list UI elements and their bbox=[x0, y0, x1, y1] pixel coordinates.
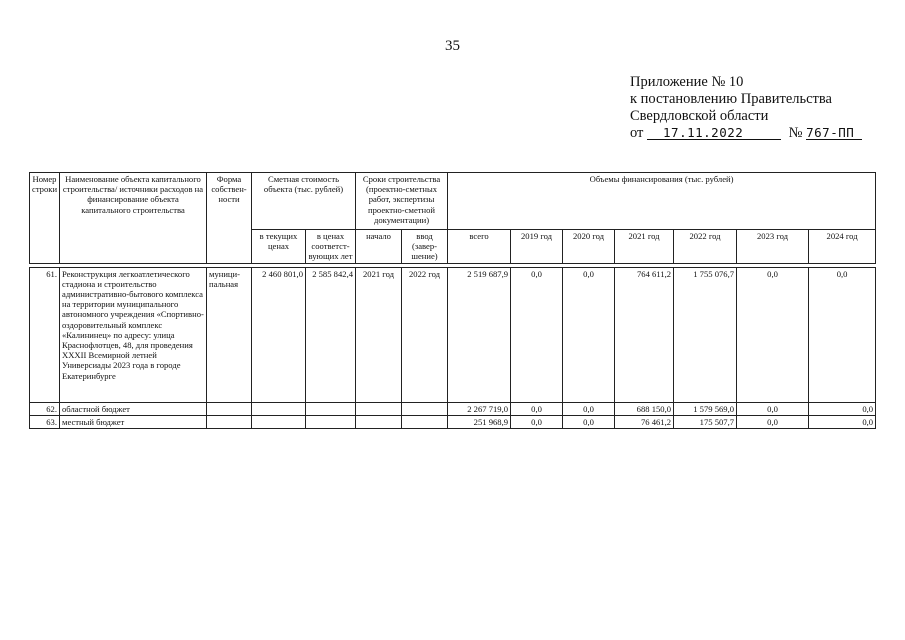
cost-current-cell: 2 460 801,0 bbox=[252, 267, 306, 402]
row-number: 61. bbox=[30, 267, 60, 402]
header-start: начало bbox=[356, 230, 402, 264]
start-cell: 2021 год bbox=[356, 267, 402, 402]
header-estimated-cost: Сметная стоимость объекта (тыс. рублей) bbox=[252, 173, 356, 230]
header-financing: Объемы финансирования (тыс. рублей) bbox=[448, 173, 876, 230]
table-row bbox=[30, 267, 876, 402]
total-cell: 2 519 687,9 bbox=[448, 267, 511, 402]
header-finish: ввод (завер-шение) bbox=[402, 230, 448, 264]
object-name: местный бюджет bbox=[60, 415, 207, 428]
appendix-date-line bbox=[630, 125, 862, 142]
y2023-cell: 0,0 bbox=[737, 415, 809, 428]
y2023-cell: 0,0 bbox=[737, 402, 809, 415]
header-row-1 bbox=[30, 173, 876, 230]
header-cost-years: в ценах соответст-вующих лет bbox=[306, 230, 356, 264]
y2022-cell: 1 755 076,7 bbox=[674, 267, 737, 402]
row-number: 63. bbox=[30, 415, 60, 428]
total-cell: 2 267 719,0 bbox=[448, 402, 511, 415]
y2024-cell: 0,0 bbox=[809, 267, 876, 402]
header-ownership: Форма собствен-ности bbox=[207, 173, 252, 264]
y2024-cell: 0,0 bbox=[809, 415, 876, 428]
finish-cell: 2022 год bbox=[402, 267, 448, 402]
y2019-cell: 0,0 bbox=[511, 402, 563, 415]
resolution-date: 17.11.2022 bbox=[647, 126, 781, 140]
y2022-cell: 175 507,7 bbox=[674, 415, 737, 428]
table-row bbox=[30, 402, 876, 415]
header-2020: 2020 год bbox=[563, 230, 615, 264]
row-number: 62. bbox=[30, 402, 60, 415]
header-row-number: Номер строки bbox=[30, 173, 60, 264]
number-label: № bbox=[788, 125, 803, 141]
y2020-cell: 0,0 bbox=[563, 267, 615, 402]
y2019-cell: 0,0 bbox=[511, 267, 563, 402]
appendix-block bbox=[630, 74, 862, 142]
y2021-cell: 76 461,2 bbox=[615, 415, 674, 428]
total-cell: 251 968,9 bbox=[448, 415, 511, 428]
ownership-cell: муници-пальная bbox=[207, 267, 252, 402]
header-total: всего bbox=[448, 230, 511, 264]
y2023-cell: 0,0 bbox=[737, 267, 809, 402]
header-2019: 2019 год bbox=[511, 230, 563, 264]
y2019-cell: 0,0 bbox=[511, 415, 563, 428]
object-name: областной бюджет bbox=[60, 402, 207, 415]
from-label: от bbox=[630, 125, 644, 141]
financing-table bbox=[29, 172, 876, 429]
y2020-cell: 0,0 bbox=[563, 402, 615, 415]
header-construction-period: Сроки строительства (проектно-сметных работ, экспертизы проектно-сметной документации) bbox=[356, 173, 448, 230]
resolution-number: 767-ПП bbox=[806, 126, 862, 140]
table-row bbox=[30, 415, 876, 428]
object-name: Реконструкция легкоатлетического стадиона и строительство административно-бытового комплекса на территории муниципального автономного учреждения «Спортивно-оздоровительный комплекс «Калининец» по адресу: улица Краснофлотцев, 48, для проведения XXXII Всемирной летней Универсиады 2023 года в городе Екатеринбурге bbox=[60, 267, 207, 402]
y2024-cell: 0,0 bbox=[809, 402, 876, 415]
appendix-resolution-line: к постановлению Правительства bbox=[630, 91, 832, 107]
header-2022: 2022 год bbox=[674, 230, 737, 264]
header-2024: 2024 год bbox=[809, 230, 876, 264]
cost-years-cell: 2 585 842,4 bbox=[306, 267, 356, 402]
y2022-cell: 1 579 569,0 bbox=[674, 402, 737, 415]
header-2021: 2021 год bbox=[615, 230, 674, 264]
y2021-cell: 764 611,2 bbox=[615, 267, 674, 402]
header-2023: 2023 год bbox=[737, 230, 809, 264]
y2020-cell: 0,0 bbox=[563, 415, 615, 428]
header-name: Наименование объекта капитального строительства/ источники расходов на финансирование объекта капитального строительства bbox=[60, 173, 207, 264]
page-number: 35 bbox=[445, 38, 460, 54]
appendix-title: Приложение № 10 bbox=[630, 74, 744, 90]
appendix-region-line: Свердловской области bbox=[630, 108, 769, 124]
y2021-cell: 688 150,0 bbox=[615, 402, 674, 415]
header-cost-current: в текущих ценах bbox=[252, 230, 306, 264]
